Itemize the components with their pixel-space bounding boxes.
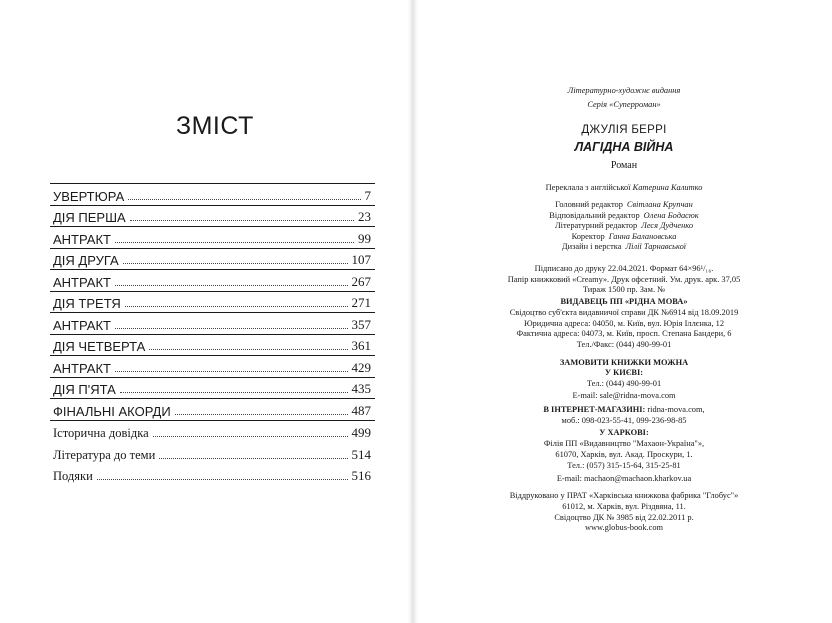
print-detail-line: Тираж 1500 пр. Зам. № xyxy=(582,285,666,295)
toc-entry-page: 499 xyxy=(351,425,371,440)
toc-leader-dots xyxy=(115,241,354,243)
online-line xyxy=(416,405,832,416)
toc-entry[interactable] xyxy=(50,399,375,421)
toc-entry[interactable] xyxy=(50,442,375,464)
toc-entry-page: 99 xyxy=(358,230,371,246)
toc-entry[interactable] xyxy=(50,184,375,206)
toc-entry-label: ДІЯ ДРУГА xyxy=(53,253,119,268)
toc-leader-dots xyxy=(115,327,348,329)
toc-entry-page: 514 xyxy=(351,446,371,462)
toc-entry-page: 107 xyxy=(351,252,371,267)
toc-entry-label: АНТРАКТ xyxy=(53,274,111,290)
credit-line xyxy=(416,232,832,243)
toc-entry-page: 271 xyxy=(351,295,371,310)
kharkiv-contact-line: Філія ПП «Видавництво "Махаон-Україна"», xyxy=(543,439,705,448)
print-detail-line: Підписано до друку 22.04.2021. Формат 64×96¹/₁₆. xyxy=(534,264,714,273)
toc-entry-page: 516 xyxy=(351,468,371,483)
toc-entry-page: 23 xyxy=(358,209,371,224)
toc-entry-label: ФІНАЛЬНІ АКОРДИ xyxy=(53,403,171,419)
toc-entry-label: Подяки xyxy=(53,469,93,483)
edition-type: Літературно-художнє видання xyxy=(567,86,681,95)
order-heading: ЗАМОВИТИ КНИЖКИ МОЖНА xyxy=(559,358,689,367)
toc-entry-label: АНТРАКТ xyxy=(53,317,111,333)
kyiv-contact-line: Тел.: (044) 490-99-01 xyxy=(586,379,662,388)
toc-entry[interactable] xyxy=(50,356,375,378)
publisher-heading: ВИДАВЕЦЬ ПП «РІДНА МОВА» xyxy=(560,297,688,306)
publisher-detail-line: Тел./Факс: (044) 490-99-01 xyxy=(576,339,672,349)
kharkiv-heading: У ХАРКОВІ: xyxy=(599,428,649,437)
genre: Роман xyxy=(610,160,638,171)
toc-leader-dots xyxy=(115,370,348,372)
credit-name: Олена Бодасюк xyxy=(643,210,699,220)
credit-role: Відповідальний редактор xyxy=(549,210,640,220)
translator-name: Катерина Калитко xyxy=(632,183,703,192)
toc-entry-page: 435 xyxy=(351,381,371,396)
credit-line xyxy=(416,242,832,253)
toc-entry-page: 361 xyxy=(351,338,371,353)
toc-leader-dots xyxy=(159,457,347,459)
toc-entry-label: ДІЯ ПЕРША xyxy=(53,210,126,225)
credit-name: Лілії Тарнавської xyxy=(625,242,687,252)
toc-entry[interactable] xyxy=(50,249,375,271)
kharkiv-email[interactable]: E-mail: machaon@machaon.kharkov.ua xyxy=(556,474,692,483)
toc-entry[interactable] xyxy=(50,206,375,228)
printer-detail-line: www.globus-book.com xyxy=(584,523,664,533)
toc-entry[interactable] xyxy=(50,270,375,292)
credit-name: Світлана Крупчан xyxy=(626,200,693,209)
toc-title: ЗМІСТ xyxy=(176,112,254,140)
printer-detail-line: Віддруковано у ПРАТ «Харківська книжкова фабрика "Глобус"» xyxy=(509,491,739,500)
publisher-detail-line: Юридична адреса: 04050, м. Київ, вул. Юрія Іллєнка, 12 xyxy=(523,318,725,328)
credit-name: Ганна Балановська xyxy=(608,231,677,241)
toc-leader-dots xyxy=(149,348,347,350)
translator-line xyxy=(416,183,832,194)
toc-entry[interactable] xyxy=(50,421,375,443)
toc-leader-dots xyxy=(175,413,348,415)
book-title: ЛАГІДНА ВІЙНА xyxy=(574,140,674,154)
right-page xyxy=(416,0,832,623)
left-page xyxy=(0,0,410,623)
print-detail-line: Папір книжковий «Creamy». Друк офсетний. Ум. друк. арк. 37,05 xyxy=(507,274,741,284)
publisher-detail-line: Фактична адреса: 04073, м. Київ, просп. Степана Бандери, 6 xyxy=(516,329,732,339)
toc-entry-label: ДІЯ ЧЕТВЕРТА xyxy=(53,339,146,354)
toc-entry-label: АНТРАКТ xyxy=(53,360,111,376)
toc-entry-label: Література до теми xyxy=(53,447,156,462)
toc-entry-label: ДІЯ П'ЯТА xyxy=(53,382,116,397)
toc-leader-dots xyxy=(120,391,348,393)
online-heading: В ІНТЕРНЕТ-МАГАЗИНІ: xyxy=(543,405,646,414)
toc-entry[interactable] xyxy=(50,292,375,314)
kharkiv-contact-line: Тел.: (057) 315-15-64, 315-25-81 xyxy=(567,460,681,470)
toc-entry[interactable] xyxy=(50,335,375,357)
publisher-detail-line: Свідоцтво суб'єкта видавничої справи ДК №6914 від 18.09.2019 xyxy=(509,308,739,317)
online-site[interactable]: ridna-mova.com, xyxy=(647,405,705,414)
credit-role: Головний редактор xyxy=(555,200,623,209)
credit-line xyxy=(416,200,832,211)
kyiv-heading: У КИЄВІ: xyxy=(604,368,644,377)
credit-role: Коректор xyxy=(571,231,605,241)
printer-detail-line: Свідоцтво ДК № 3985 від 22.02.2011 р. xyxy=(554,512,694,522)
author: ДЖУЛІЯ БЕРРІ xyxy=(581,124,667,136)
toc-leader-dots xyxy=(128,198,360,200)
kharkiv-contact-line: 61070, Харків, вул. Акад. Проскури, 1. xyxy=(555,449,693,459)
online-phones: моб.: 098-023-55-41, 099-236-98-85 xyxy=(561,416,687,425)
toc-entry[interactable] xyxy=(50,313,375,335)
toc-entry-label: Історична довідка xyxy=(53,426,149,440)
table-of-contents xyxy=(50,184,375,485)
toc-entry-label: АНТРАКТ xyxy=(53,231,111,247)
credit-line xyxy=(416,221,832,232)
series: Серія «Суперроман» xyxy=(587,100,661,109)
toc-entry-page: 357 xyxy=(351,316,371,332)
toc-leader-dots xyxy=(125,305,348,307)
toc-entry-page: 429 xyxy=(351,359,371,375)
toc-entry-page: 7 xyxy=(364,187,371,203)
translator-label: Переклала з англійської xyxy=(545,183,631,192)
credit-role: Дизайн і верстка xyxy=(561,242,622,252)
toc-leader-dots xyxy=(153,435,348,437)
toc-leader-dots xyxy=(97,478,348,480)
printer-detail-line: 61012, м. Харків, вул. Різдвяна, 11. xyxy=(562,501,686,511)
toc-entry[interactable] xyxy=(50,464,375,486)
kyiv-contact-line: E-mail: sale@ridna-mova.com xyxy=(572,390,676,400)
toc-entry[interactable] xyxy=(50,378,375,400)
toc-entry-page: 487 xyxy=(351,402,371,418)
toc-leader-dots xyxy=(123,262,348,264)
toc-leader-dots xyxy=(130,219,354,221)
toc-entry[interactable] xyxy=(50,227,375,249)
credit-role: Літературний редактор xyxy=(554,221,638,231)
credit-line xyxy=(416,211,832,222)
toc-entry-label: ДІЯ ТРЕТЯ xyxy=(53,296,121,311)
credit-name: Леся Дудченко xyxy=(641,221,694,231)
toc-entry-page: 267 xyxy=(351,273,371,289)
toc-entry-label: УВЕРТЮРА xyxy=(53,188,125,204)
toc-leader-dots xyxy=(115,284,348,286)
